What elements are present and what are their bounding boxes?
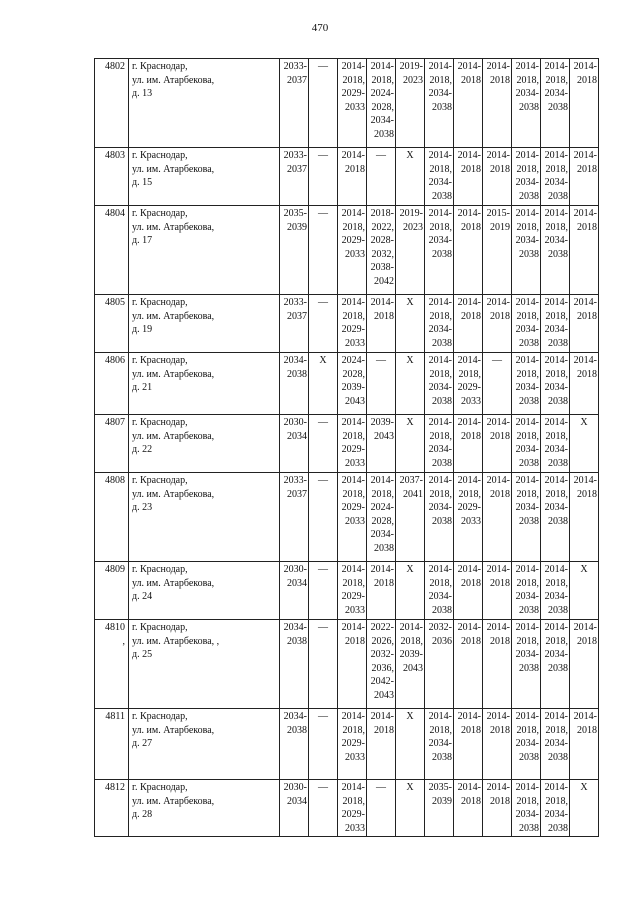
table-row bbox=[95, 709, 599, 780]
schedule-period-cell: — bbox=[309, 780, 338, 837]
schedule-period-cell: — bbox=[309, 415, 338, 473]
schedule-period-cell: 2014- 2018, 2034- 2038 bbox=[425, 353, 454, 415]
housing-repair-schedule-table bbox=[94, 58, 599, 837]
address-cell: г. Краснодар, ул. им. Атарбекова, д. 19 bbox=[129, 295, 280, 353]
schedule-period-cell: — bbox=[309, 709, 338, 780]
schedule-period-cell: 2019- 2023 bbox=[396, 206, 425, 295]
schedule-period-cell: 2014- 2018 bbox=[454, 562, 483, 620]
schedule-period-cell: 2014- 2018, 2029- 2033 bbox=[338, 206, 367, 295]
table-body bbox=[95, 59, 599, 837]
schedule-period-cell: 2014- 2018 bbox=[570, 709, 599, 780]
row-number-cell: 4810 , bbox=[95, 620, 129, 709]
schedule-period-cell: 2014- 2018, 2034- 2038 bbox=[541, 562, 570, 620]
schedule-period-cell: 2014- 2018, 2034- 2038 bbox=[512, 620, 541, 709]
schedule-period-cell: 2014- 2018 bbox=[454, 780, 483, 837]
schedule-period-cell: — bbox=[367, 780, 396, 837]
schedule-period-cell: 2014- 2018, 2034- 2038 bbox=[512, 562, 541, 620]
schedule-period-cell: 2033- 2037 bbox=[280, 148, 309, 206]
schedule-period-cell: 2014- 2018 bbox=[483, 473, 512, 562]
schedule-period-cell: 2014- 2018, 2034- 2038 bbox=[425, 562, 454, 620]
schedule-period-cell: — bbox=[309, 620, 338, 709]
schedule-period-cell: X bbox=[396, 562, 425, 620]
schedule-period-cell: 2014- 2018, 2034- 2038 bbox=[512, 353, 541, 415]
schedule-period-cell: 2014- 2018, 2034- 2038 bbox=[425, 473, 454, 562]
schedule-period-cell: 2014- 2018, 2034- 2038 bbox=[541, 620, 570, 709]
schedule-period-cell: 2030- 2034 bbox=[280, 415, 309, 473]
schedule-period-cell: 2014- 2018, 2034- 2038 bbox=[425, 295, 454, 353]
table-row bbox=[95, 295, 599, 353]
schedule-period-cell: 2014- 2018, 2024- 2028, 2034- 2038 bbox=[367, 59, 396, 148]
schedule-period-cell: 2034- 2038 bbox=[280, 709, 309, 780]
table-row bbox=[95, 415, 599, 473]
table-row bbox=[95, 473, 599, 562]
table-row bbox=[95, 206, 599, 295]
schedule-period-cell: 2014- 2018, 2034- 2038 bbox=[512, 148, 541, 206]
schedule-period-cell: 2035- 2039 bbox=[425, 780, 454, 837]
schedule-period-cell: 2014- 2018, 2034- 2038 bbox=[541, 780, 570, 837]
schedule-period-cell: 2014- 2018 bbox=[367, 562, 396, 620]
schedule-period-cell: 2014- 2018, 2034- 2038 bbox=[425, 206, 454, 295]
schedule-period-cell: X bbox=[396, 709, 425, 780]
address-cell: г. Краснодар, ул. им. Атарбекова, д. 13 bbox=[129, 59, 280, 148]
schedule-period-cell: 2014- 2018, 2034- 2038 bbox=[541, 295, 570, 353]
schedule-period-cell: 2014- 2018, 2029- 2033 bbox=[338, 780, 367, 837]
row-number-cell: 4804 bbox=[95, 206, 129, 295]
schedule-period-cell: 2014- 2018 bbox=[454, 709, 483, 780]
schedule-period-cell: 2014- 2018 bbox=[570, 59, 599, 148]
schedule-period-cell: 2014- 2018, 2034- 2038 bbox=[425, 148, 454, 206]
schedule-period-cell: 2014- 2018 bbox=[483, 620, 512, 709]
schedule-period-cell: 2014- 2018 bbox=[483, 415, 512, 473]
schedule-period-cell: 2014- 2018, 2034- 2038 bbox=[512, 473, 541, 562]
schedule-period-cell: 2014- 2018 bbox=[367, 295, 396, 353]
row-number-cell: 4806 bbox=[95, 353, 129, 415]
schedule-period-cell: 2014- 2018, 2029- 2033 bbox=[454, 473, 483, 562]
schedule-period-cell: 2014- 2018 bbox=[367, 709, 396, 780]
schedule-period-cell: 2014- 2018, 2034- 2038 bbox=[541, 473, 570, 562]
table-row bbox=[95, 59, 599, 148]
schedule-period-cell: X bbox=[570, 562, 599, 620]
address-cell: г. Краснодар, ул. им. Атарбекова, д. 21 bbox=[129, 353, 280, 415]
schedule-period-cell: 2039- 2043 bbox=[367, 415, 396, 473]
schedule-period-cell: X bbox=[396, 148, 425, 206]
schedule-period-cell: 2014- 2018, 2034- 2038 bbox=[425, 59, 454, 148]
schedule-period-cell: 2014- 2018, 2029- 2033 bbox=[338, 473, 367, 562]
schedule-period-cell: 2030- 2034 bbox=[280, 780, 309, 837]
schedule-period-cell: 2014- 2018 bbox=[570, 473, 599, 562]
table-row bbox=[95, 353, 599, 415]
schedule-period-cell: 2014- 2018 bbox=[483, 562, 512, 620]
schedule-period-cell: 2014- 2018 bbox=[454, 415, 483, 473]
row-number-cell: 4802 bbox=[95, 59, 129, 148]
address-cell: г. Краснодар, ул. им. Атарбекова, д. 28 bbox=[129, 780, 280, 837]
schedule-period-cell: 2033- 2037 bbox=[280, 295, 309, 353]
schedule-period-cell: 2014- 2018 bbox=[338, 620, 367, 709]
schedule-period-cell: X bbox=[396, 780, 425, 837]
schedule-period-cell: 2033- 2037 bbox=[280, 59, 309, 148]
row-number-cell: 4805 bbox=[95, 295, 129, 353]
schedule-period-cell: 2018- 2022, 2028- 2032, 2038- 2042 bbox=[367, 206, 396, 295]
schedule-period-cell: 2014- 2018, 2034- 2038 bbox=[512, 206, 541, 295]
address-cell: г. Краснодар, ул. им. Атарбекова, д. 22 bbox=[129, 415, 280, 473]
schedule-period-cell: — bbox=[367, 353, 396, 415]
schedule-period-cell: 2014- 2018, 2034- 2038 bbox=[512, 415, 541, 473]
schedule-period-cell: 2014- 2018 bbox=[570, 353, 599, 415]
schedule-period-cell: 2015- 2019 bbox=[483, 206, 512, 295]
schedule-period-cell: — bbox=[309, 562, 338, 620]
schedule-period-cell: X bbox=[396, 295, 425, 353]
schedule-period-cell: 2014- 2018 bbox=[483, 780, 512, 837]
schedule-period-cell: 2014- 2018, 2034- 2038 bbox=[541, 415, 570, 473]
schedule-period-cell: — bbox=[309, 206, 338, 295]
schedule-period-cell: 2014- 2018, 2034- 2038 bbox=[425, 709, 454, 780]
schedule-period-cell: 2014- 2018, 2034- 2038 bbox=[541, 709, 570, 780]
address-cell: г. Краснодар, ул. им. Атарбекова, д. 24 bbox=[129, 562, 280, 620]
schedule-period-cell: 2014- 2018 bbox=[570, 206, 599, 295]
table-row bbox=[95, 148, 599, 206]
row-number-cell: 4807 bbox=[95, 415, 129, 473]
row-number-cell: 4811 bbox=[95, 709, 129, 780]
schedule-period-cell: 2014- 2018 bbox=[483, 59, 512, 148]
table-row bbox=[95, 620, 599, 709]
schedule-period-cell: X bbox=[396, 415, 425, 473]
schedule-period-cell: 2014- 2018, 2024- 2028, 2034- 2038 bbox=[367, 473, 396, 562]
schedule-period-cell: 2014- 2018 bbox=[483, 295, 512, 353]
schedule-period-cell: 2014- 2018, 2034- 2038 bbox=[512, 709, 541, 780]
schedule-period-cell: 2014- 2018, 2029- 2033 bbox=[338, 59, 367, 148]
schedule-period-cell: 2014- 2018, 2034- 2038 bbox=[541, 353, 570, 415]
schedule-period-cell: — bbox=[309, 473, 338, 562]
schedule-period-cell: 2014- 2018, 2034- 2038 bbox=[512, 780, 541, 837]
row-number-cell: 4808 bbox=[95, 473, 129, 562]
schedule-period-cell: 2030- 2034 bbox=[280, 562, 309, 620]
address-cell: г. Краснодар, ул. им. Атарбекова, д. 17 bbox=[129, 206, 280, 295]
page-number: 470 bbox=[311, 22, 329, 34]
schedule-period-cell: 2014- 2018, 2029- 2033 bbox=[338, 562, 367, 620]
schedule-period-cell: X bbox=[570, 780, 599, 837]
schedule-period-cell: 2014- 2018, 2039- 2043 bbox=[396, 620, 425, 709]
schedule-period-cell: — bbox=[309, 59, 338, 148]
address-cell: г. Краснодар, ул. им. Атарбекова, д. 23 bbox=[129, 473, 280, 562]
schedule-period-cell: 2014- 2018 bbox=[570, 620, 599, 709]
schedule-period-cell: 2024- 2028, 2039- 2043 bbox=[338, 353, 367, 415]
schedule-period-cell: 2019- 2023 bbox=[396, 59, 425, 148]
row-number-cell: 4803 bbox=[95, 148, 129, 206]
table-row bbox=[95, 562, 599, 620]
schedule-period-cell: 2014- 2018 bbox=[570, 148, 599, 206]
schedule-period-cell: 2014- 2018, 2029- 2033 bbox=[338, 295, 367, 353]
address-cell: г. Краснодар, ул. им. Атарбекова, , д. 25 bbox=[129, 620, 280, 709]
schedule-period-cell: — bbox=[483, 353, 512, 415]
schedule-period-cell: X bbox=[396, 353, 425, 415]
row-number-cell: 4812 bbox=[95, 780, 129, 837]
schedule-period-cell: 2014- 2018, 2034- 2038 bbox=[512, 295, 541, 353]
schedule-period-cell: 2034- 2038 bbox=[280, 353, 309, 415]
schedule-period-cell: 2033- 2037 bbox=[280, 473, 309, 562]
schedule-period-cell: 2014- 2018, 2029- 2033 bbox=[454, 353, 483, 415]
schedule-period-cell: 2014- 2018, 2034- 2038 bbox=[541, 148, 570, 206]
schedule-period-cell: 2035- 2039 bbox=[280, 206, 309, 295]
schedule-period-cell: 2022- 2026, 2032- 2036, 2042- 2043 bbox=[367, 620, 396, 709]
schedule-period-cell: — bbox=[309, 148, 338, 206]
table-row bbox=[95, 780, 599, 837]
schedule-period-cell: 2014- 2018, 2029- 2033 bbox=[338, 415, 367, 473]
schedule-period-cell: 2014- 2018 bbox=[338, 148, 367, 206]
schedule-period-cell: 2034- 2038 bbox=[280, 620, 309, 709]
schedule-period-cell: 2014- 2018, 2029- 2033 bbox=[338, 709, 367, 780]
schedule-period-cell: — bbox=[309, 295, 338, 353]
schedule-period-cell: 2037- 2041 bbox=[396, 473, 425, 562]
schedule-period-cell: 2014- 2018 bbox=[483, 148, 512, 206]
schedule-period-cell: 2014- 2018, 2034- 2038 bbox=[512, 59, 541, 148]
schedule-period-cell: 2014- 2018 bbox=[454, 148, 483, 206]
schedule-period-cell: 2014- 2018 bbox=[454, 295, 483, 353]
schedule-period-cell: 2014- 2018 bbox=[454, 620, 483, 709]
schedule-period-cell: 2014- 2018 bbox=[570, 295, 599, 353]
row-number-cell: 4809 bbox=[95, 562, 129, 620]
schedule-period-cell: 2014- 2018, 2034- 2038 bbox=[541, 59, 570, 148]
schedule-period-cell: X bbox=[309, 353, 338, 415]
schedule-period-cell: 2014- 2018 bbox=[483, 709, 512, 780]
address-cell: г. Краснодар, ул. им. Атарбекова, д. 15 bbox=[129, 148, 280, 206]
schedule-period-cell: X bbox=[570, 415, 599, 473]
schedule-period-cell: 2014- 2018, 2034- 2038 bbox=[541, 206, 570, 295]
schedule-period-cell: — bbox=[367, 148, 396, 206]
schedule-period-cell: 2014- 2018, 2034- 2038 bbox=[425, 415, 454, 473]
schedule-period-cell: 2014- 2018 bbox=[454, 59, 483, 148]
schedule-period-cell: 2014- 2018 bbox=[454, 206, 483, 295]
schedule-period-cell: 2032- 2036 bbox=[425, 620, 454, 709]
address-cell: г. Краснодар, ул. им. Атарбекова, д. 27 bbox=[129, 709, 280, 780]
